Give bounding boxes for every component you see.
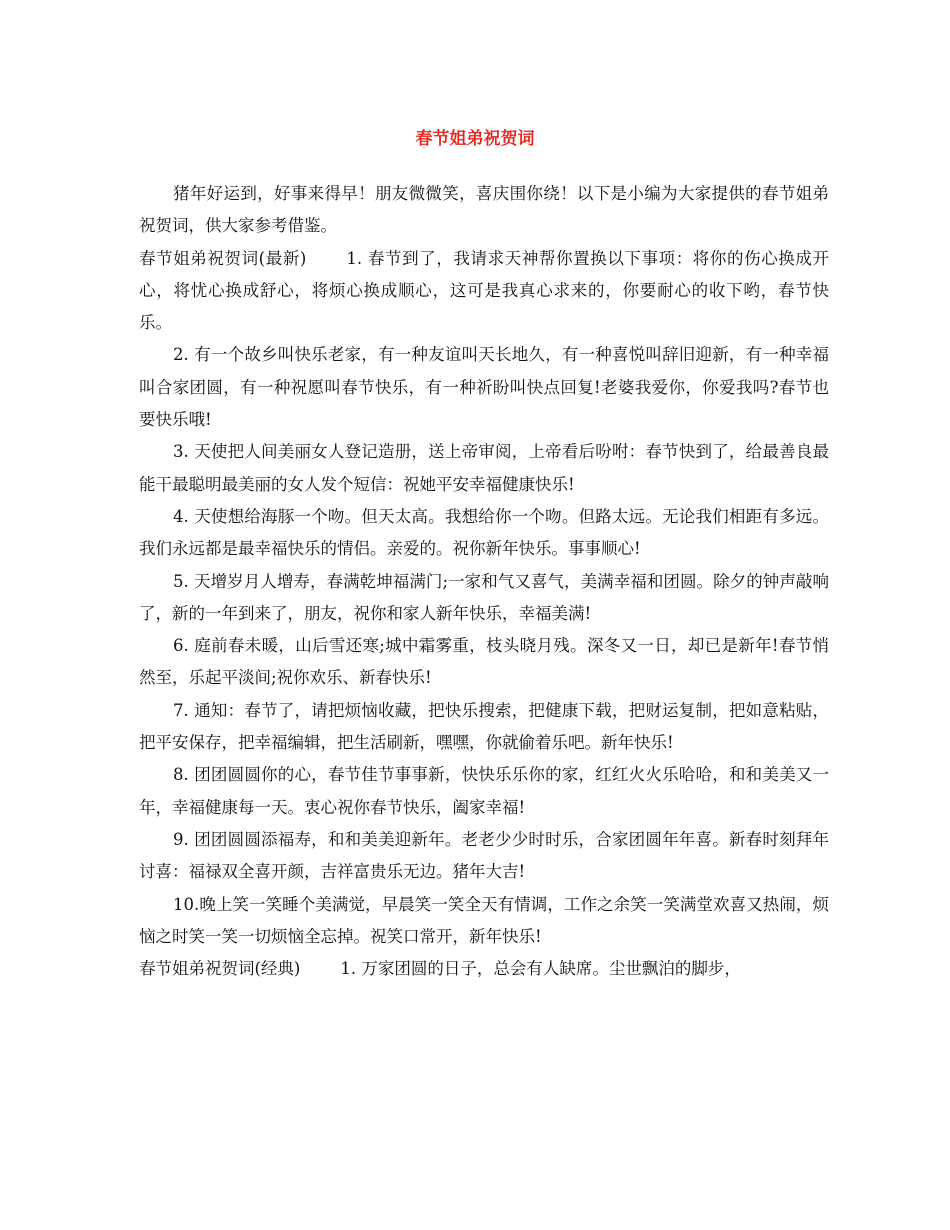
item-4: 4. 天使想给海豚一个吻。但天太高。我想给你一个吻。但路太远。无论我们相距有多远。我们永远都是最幸福快乐的情侣。亲爱的。祝你新年快乐。事事顺心! xyxy=(139,506,829,559)
section2-first-paragraph xyxy=(139,953,829,985)
item-5: 5. 天增岁月人增寿，春满乾坤福满门;一家和气又喜气，美满幸福和团圆。除夕的钟声敲响了，新的一年到来了，朋友，祝你和家人新年快乐，幸福美满! xyxy=(139,571,829,623)
item-9: 9. 团团圆圆添福寿，和和美美迎新年。老老少少时时乐，合家团圆年年喜。新春时刻拜年讨喜：福禄双全喜开颜，吉祥富贵乐无边。猪年大吉! xyxy=(139,829,829,882)
document-body xyxy=(139,178,829,985)
item-10: 10.晚上笑一笑睡个美满觉，早晨笑一笑全天有情调，工作之余笑一笑满堂欢喜又热闹，烦恼之时笑一笑一切烦恼全忘掉。祝笑口常开，新年快乐! xyxy=(139,894,829,946)
document-title: 春节姐弟祝贺词 xyxy=(415,129,535,149)
item-2: 2. 有一个故乡叫快乐老家，有一种友谊叫天长地久，有一种喜悦叫辞旧迎新，有一种幸福叫合家团圆，有一种祝愿叫春节快乐，有一种祈盼叫快点回复!老婆我爱你，你爱我吗?春节也要快乐哦! xyxy=(139,345,829,430)
section1-heading: 春节姐弟祝贺词(最新) xyxy=(139,248,307,268)
item-3: 3. 天使把人间美丽女人登记造册，送上帝审阅，上帝看后吩咐：春节快到了，给最善良最能干最聪明最美丽的女人发个短信：祝她平安幸福健康快乐! xyxy=(139,442,829,494)
section2-heading: 春节姐弟祝贺词(经典) xyxy=(139,959,301,979)
item-7: 7. 通知：春节了，请把烦恼收藏，把快乐搜索，把健康下载，把财运复制，把如意粘贴，把平安保存，把幸福编辑，把生活刷新，嘿嘿，你就偷着乐吧。新年快乐! xyxy=(139,700,829,753)
section1-first-paragraph xyxy=(139,243,829,340)
item-8: 8. 团团圆圆你的心，春节佳节事事新，快快乐乐你的家，红红火火乐哈哈，和和美美又一年，幸福健康每一天。衷心祝你春节快乐，阖家幸福! xyxy=(139,765,829,817)
intro-paragraph: 猪年好运到，好事来得早！朋友微微笑，喜庆围你绕！以下是小编为大家提供的春节姐弟祝贺词，供大家参考借鉴。 xyxy=(139,184,829,236)
item-1: 1. 春节到了，我请求天神帮你置换以下事项：将你的伤心换成开心，将忧心换成舒心，将烦心换成顺心，这可是我真心求来的，你要耐心的收下哟，春节快乐。 xyxy=(139,248,829,333)
item-6: 6. 庭前春未暖，山后雪还寒;城中霜雾重，枝头晓月残。深冬又一日，却已是新年!春节悄然至，乐起平淡间;祝你欢乐、新春快乐! xyxy=(139,636,829,688)
section2-item-1: 1. 万家团圆的日子，总会有人缺席。尘世飘泊的脚步， xyxy=(340,959,741,979)
